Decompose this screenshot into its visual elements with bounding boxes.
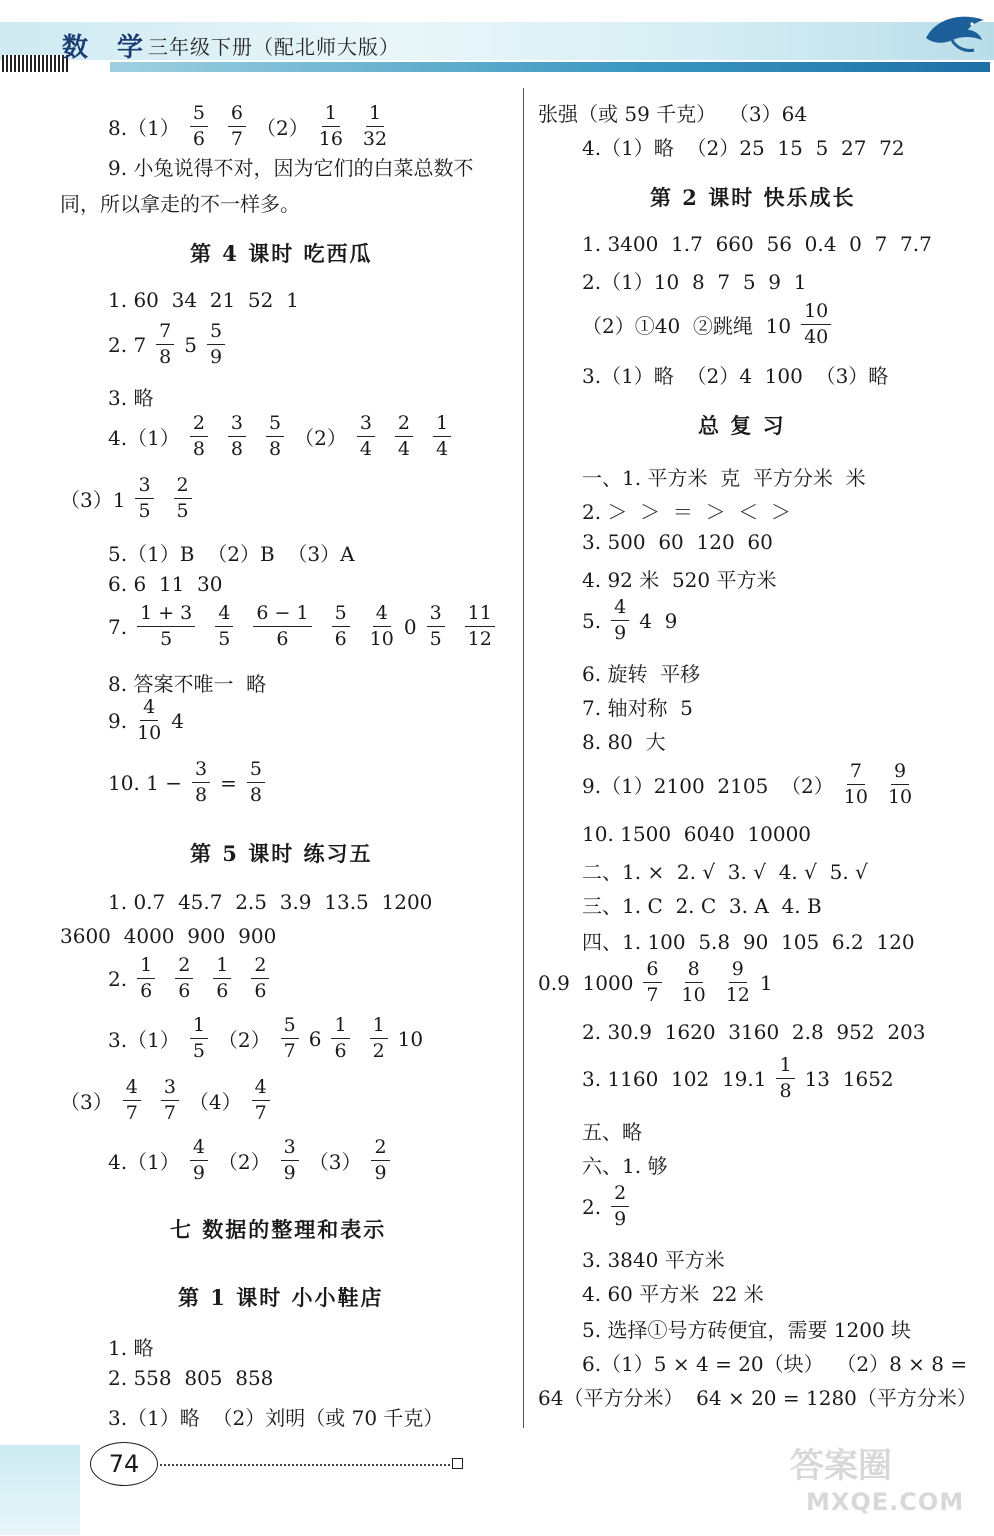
answer-text: （2）①40 ②跳绳 10 <box>582 314 792 338</box>
fraction <box>281 1138 299 1183</box>
page-header <box>0 0 994 75</box>
answer-text: 三、1. C 2. C 3. A 4. B <box>582 894 822 918</box>
answer-text: 10. 1500 6040 10000 <box>582 822 812 846</box>
answer-text: 同，所以拿走的不一样多。 <box>60 192 300 216</box>
section-heading: 第 2 课时 快乐成长 <box>650 185 856 210</box>
fraction-denominator: 6 <box>254 980 267 1002</box>
answer-text: 4.（1） <box>108 1150 180 1174</box>
fraction <box>253 604 311 649</box>
answer-line <box>60 1078 280 1123</box>
fraction <box>331 1016 349 1061</box>
fraction-denominator: 16 <box>318 128 343 150</box>
dolphin-icon <box>922 8 992 56</box>
answer-text: 2.（1）10 8 7 5 9 1 <box>582 270 807 294</box>
fraction-denominator: 9 <box>374 1162 387 1184</box>
fraction <box>175 956 193 1001</box>
answer-text: （3）1 <box>60 488 126 512</box>
fraction-numerator: 8 <box>685 960 703 983</box>
fraction <box>137 604 195 649</box>
answer-text: 2. 30.9 1620 3160 2.8 952 203 <box>582 1020 926 1044</box>
fraction-denominator: 6 <box>178 980 191 1002</box>
fraction-numerator: 4 <box>140 698 158 721</box>
answer-text: 13 1652 <box>804 1066 894 1091</box>
answer-line <box>108 890 432 914</box>
fraction-denominator: 32 <box>362 128 388 150</box>
answer-text: 9.（1）2100 2105 （2） <box>582 774 834 798</box>
fraction-denominator: 6 <box>216 980 229 1002</box>
answer-text: 1. 3400 1.7 660 56 0.4 0 7 7.7 <box>582 232 932 256</box>
answer-text: 3. 500 60 120 60 <box>582 530 773 554</box>
answer-line <box>538 98 807 127</box>
fraction-denominator: 4 <box>359 438 372 460</box>
answer-line <box>582 530 773 554</box>
fraction <box>427 604 445 649</box>
fraction-denominator: 12 <box>467 628 492 650</box>
fraction <box>281 1016 299 1061</box>
fraction-denominator: 10 <box>843 786 868 808</box>
fraction-numerator: 3 <box>427 604 445 627</box>
fraction <box>357 414 375 459</box>
answer-text: 1 <box>759 970 773 995</box>
answer-line <box>108 538 355 567</box>
answer-text: 4. 92 米 520 平方米 <box>582 568 777 592</box>
answer-text: （2） <box>294 426 347 450</box>
fraction <box>252 1078 270 1123</box>
answer-text: 7. <box>108 614 128 639</box>
fraction-denominator: 4 <box>436 438 449 460</box>
answer-text: 5. <box>582 608 602 633</box>
footer-square-icon <box>452 1458 463 1469</box>
answer-line <box>108 288 299 312</box>
fraction-numerator: 5 <box>266 414 284 437</box>
answer-text: 3.（1）略 （2）4 100 （3）略 <box>582 364 889 388</box>
answer-text: 四、1. 100 5.8 90 105 6.2 120 <box>582 930 915 954</box>
subject-title: 数 学 <box>62 33 154 63</box>
answer-line <box>60 476 202 521</box>
answer-text: 8. 答案不唯一 略 <box>108 672 267 696</box>
fraction-numerator: 5 <box>332 604 350 627</box>
answer-text: 4 <box>171 708 185 733</box>
answer-text: 4. 60 平方米 22 米 <box>582 1282 764 1306</box>
fraction <box>319 104 343 149</box>
fraction-numerator: 5 <box>247 760 265 783</box>
answer-line <box>582 496 791 525</box>
fraction-denominator: 6 <box>334 628 347 650</box>
fraction-numerator: 2 <box>190 414 208 437</box>
fraction <box>726 960 750 1005</box>
answer-line <box>582 1184 639 1229</box>
answer-line <box>108 698 184 743</box>
fraction <box>776 1056 794 1101</box>
fraction <box>137 956 155 1001</box>
fraction-denominator: 8 <box>249 784 262 806</box>
fraction <box>643 960 661 1005</box>
fraction-numerator: 1 <box>190 1016 208 1039</box>
fraction-numerator: 5 <box>190 104 208 127</box>
fraction-denominator: 7 <box>125 1102 138 1124</box>
answer-text: 3600 4000 900 900 <box>60 924 277 948</box>
fraction-denominator: 5 <box>176 500 189 522</box>
fraction-denominator: 10 <box>137 722 162 744</box>
answer-text: 六、1. 够 <box>582 1154 668 1178</box>
answer-line <box>582 890 822 919</box>
fraction-numerator: 4 <box>373 604 391 627</box>
answer-line <box>582 1314 911 1343</box>
fraction-denominator: 2 <box>372 1040 385 1062</box>
answer-line <box>538 1382 977 1411</box>
answer-line <box>582 1116 642 1145</box>
answer-text: 6. 旋转 平移 <box>582 662 701 686</box>
answer-line <box>108 760 275 805</box>
fraction-numerator: 4 <box>252 1078 270 1101</box>
answer-text: 1. 0.7 45.7 2.5 3.9 13.5 1200 <box>108 890 433 914</box>
barcode-decoration <box>2 55 68 72</box>
fraction <box>370 1016 388 1061</box>
fraction-denominator: 8 <box>192 438 205 460</box>
fraction-denominator: 12 <box>725 984 750 1006</box>
answer-text: 3. 1160 102 19.1 <box>582 1066 767 1091</box>
fraction-numerator: 1 <box>366 104 384 127</box>
fraction-denominator: 7 <box>163 1102 176 1124</box>
grade-title: 三年级下册（配北师大版） <box>148 35 400 59</box>
fraction-numerator: 2 <box>371 1138 389 1161</box>
fraction <box>190 1138 208 1183</box>
fraction <box>192 760 210 805</box>
answer-line <box>108 1016 423 1061</box>
answer-line <box>108 1402 443 1431</box>
fraction-numerator: 2 <box>175 956 193 979</box>
section-heading: 七 数据的整理和表示 <box>170 1217 387 1242</box>
fraction-denominator: 9 <box>614 622 627 644</box>
fraction-denominator: 10 <box>887 786 913 808</box>
fraction <box>332 604 350 649</box>
answer-line <box>108 668 266 697</box>
answer-text: （3） <box>308 1150 362 1174</box>
answer-text: （2） <box>217 1028 271 1052</box>
answer-line <box>108 1138 400 1183</box>
fraction <box>174 476 192 521</box>
fraction-denominator: 8 <box>195 784 208 806</box>
fraction-numerator: 2 <box>611 1184 629 1207</box>
answer-line <box>582 692 693 721</box>
fraction-numerator: 9 <box>891 762 909 785</box>
fraction-numerator: 4 <box>123 1078 141 1101</box>
fraction <box>213 956 231 1001</box>
answer-line <box>582 564 777 593</box>
answer-line <box>582 598 677 643</box>
footer-band <box>0 1445 80 1535</box>
answer-text: （2） <box>256 116 309 140</box>
answer-text: （3） <box>60 1090 113 1114</box>
fraction-denominator: 9 <box>283 1162 296 1184</box>
section-heading: 第 1 课时 小小鞋店 <box>178 1285 384 1310</box>
fraction-denominator: 9 <box>210 346 223 368</box>
watermark-url: MXQE.COM <box>806 1488 965 1516</box>
answer-line <box>582 1244 725 1273</box>
answer-text: 64（平方分米） 64 × 20 = 1280（平方分米） <box>538 1386 977 1410</box>
answer-line <box>582 1056 894 1101</box>
fraction-denominator: 5 <box>192 1040 205 1062</box>
answer-line <box>108 104 397 149</box>
fraction-denominator: 6 <box>276 628 289 650</box>
answer-text: 0.9 1000 <box>538 970 634 995</box>
answer-line <box>538 960 773 1005</box>
fraction-denominator: 5 <box>429 628 442 650</box>
fraction <box>190 104 208 149</box>
section-heading: 总 复 习 <box>698 413 786 438</box>
fraction-numerator: 4 <box>215 604 233 627</box>
fraction-numerator: 3 <box>281 1138 299 1161</box>
fraction <box>888 762 912 807</box>
fraction-numerator: 4 <box>190 1138 208 1161</box>
fraction <box>228 104 246 149</box>
answer-line <box>108 414 461 459</box>
answer-line <box>582 762 922 807</box>
fraction-numerator: 2 <box>251 956 269 979</box>
footer-dotted-line <box>160 1464 450 1466</box>
fraction-numerator: 11 <box>465 604 495 627</box>
fraction <box>251 956 269 1001</box>
answer-text: 4.（1） <box>108 426 180 450</box>
fraction-denominator: 5 <box>160 628 173 650</box>
fraction <box>207 322 225 367</box>
fraction-numerator: 3 <box>357 414 375 437</box>
fraction <box>371 1138 389 1183</box>
fraction <box>135 476 153 521</box>
fraction-numerator: 6 <box>228 104 246 127</box>
fraction-numerator: 1 <box>776 1056 794 1079</box>
fraction-denominator: 40 <box>804 326 829 348</box>
fraction-denominator: 10 <box>369 628 394 650</box>
answer-line <box>582 822 811 846</box>
answer-text: 6 <box>308 1026 322 1051</box>
answer-text: 3.（1）略 （2）刘明（或 70 千克） <box>108 1406 444 1430</box>
fraction-denominator: 8 <box>269 438 282 460</box>
answer-line <box>108 604 505 649</box>
fraction-numerator: 10 <box>801 302 831 325</box>
fraction-denominator: 9 <box>614 1208 627 1230</box>
fraction-denominator: 7 <box>230 128 243 150</box>
answer-line <box>582 132 905 161</box>
page-number: 74 <box>90 1442 158 1486</box>
answer-text: 10. 1 − <box>108 770 183 795</box>
answer-line <box>582 1278 764 1307</box>
fraction-numerator: 2 <box>174 476 192 499</box>
answer-line <box>582 232 932 256</box>
answer-text: 1. 略 <box>108 1336 154 1360</box>
section-heading: 第 5 课时 练习五 <box>190 841 373 866</box>
fraction <box>266 414 284 459</box>
fraction <box>156 322 174 367</box>
fraction <box>161 1078 179 1123</box>
fraction <box>611 1184 629 1229</box>
fraction <box>123 1078 141 1123</box>
answer-line <box>582 302 841 347</box>
section-heading: 第 4 课时 吃西瓜 <box>190 241 373 266</box>
fraction-numerator: 3 <box>192 760 210 783</box>
answer-line <box>108 322 235 367</box>
fraction <box>395 414 413 459</box>
fraction <box>844 762 868 807</box>
fraction-numerator: 7 <box>847 762 865 785</box>
answer-text: 0 <box>403 614 417 639</box>
fraction <box>682 960 706 1005</box>
fraction-numerator: 9 <box>729 960 747 983</box>
answer-text: （2） <box>217 1150 271 1174</box>
answer-line <box>582 926 915 955</box>
fraction-denominator: 7 <box>283 1040 296 1062</box>
answer-text: 6. 6 11 30 <box>108 572 223 596</box>
answer-text: 一、1. 平方米 克 平方分米 米 <box>582 466 866 490</box>
fraction <box>433 414 451 459</box>
answer-line <box>108 956 279 1001</box>
fraction-numerator: 3 <box>161 1078 179 1101</box>
column-divider <box>523 88 524 1428</box>
fraction-denominator: 8 <box>159 346 172 368</box>
answer-text: 9. 小兔说得不对，因为它们的白菜总数不 <box>108 156 474 180</box>
fraction <box>465 604 495 649</box>
watermark-logo: 答案圈 <box>790 1446 892 1486</box>
answer-text: 2. 7 <box>108 332 147 357</box>
fraction-numerator: 1 <box>137 956 155 979</box>
fraction-numerator: 1 <box>331 1016 349 1039</box>
answer-line <box>582 1150 667 1179</box>
answer-line <box>60 924 276 948</box>
fraction-denominator: 6 <box>334 1040 347 1062</box>
fraction-numerator: 1 <box>322 104 340 127</box>
answer-text: （4） <box>188 1090 242 1114</box>
answer-text: 2. <box>582 1194 602 1219</box>
answer-line <box>582 856 868 885</box>
answer-text: 二、1. × 2. √ 3. √ 4. √ 5. √ <box>582 860 868 884</box>
answer-text: 3. 略 <box>108 386 154 410</box>
fraction-denominator: 5 <box>138 500 151 522</box>
fraction <box>801 302 831 347</box>
answer-text: 4.（1）略 （2）25 15 5 27 72 <box>582 136 905 160</box>
fraction <box>370 604 394 649</box>
answer-text: 2. 558 805 858 <box>108 1366 274 1390</box>
page-footer <box>0 1430 994 1536</box>
fraction-numerator: 5 <box>207 322 225 345</box>
answer-line <box>582 1348 967 1377</box>
answer-line <box>582 1020 926 1044</box>
answer-text: 10 <box>397 1026 424 1051</box>
answer-line <box>582 658 700 687</box>
answer-text: 3. 3840 平方米 <box>582 1248 725 1272</box>
answer-line <box>60 188 300 217</box>
answer-text: 1. 60 34 21 52 1 <box>108 288 299 312</box>
fraction <box>137 698 161 743</box>
fraction-numerator: 7 <box>156 322 174 345</box>
header-rule <box>110 62 990 72</box>
fraction-numerator: 1 + 3 <box>137 604 195 627</box>
answer-text: 五、略 <box>582 1120 642 1144</box>
fraction-denominator: 7 <box>646 984 659 1006</box>
fraction-numerator: 3 <box>228 414 246 437</box>
answer-line <box>108 382 153 411</box>
answer-text: 7. 轴对称 5 <box>582 696 693 720</box>
answer-text: 9. <box>108 708 128 733</box>
fraction-numerator: 1 <box>433 414 451 437</box>
fraction-denominator: 10 <box>681 984 706 1006</box>
fraction-denominator: 9 <box>192 1162 205 1184</box>
answer-text: 2. <box>108 966 128 991</box>
fraction <box>215 604 233 649</box>
answer-text: 5 <box>184 332 197 357</box>
fraction <box>190 414 208 459</box>
fraction-numerator: 6 − 1 <box>253 604 311 627</box>
fraction <box>363 104 387 149</box>
answer-line <box>582 462 866 491</box>
answer-line <box>108 572 223 596</box>
fraction <box>190 1016 208 1061</box>
fraction-numerator: 5 <box>281 1016 299 1039</box>
answer-line <box>108 1332 153 1361</box>
answer-text: 4 9 <box>639 608 678 633</box>
fraction-numerator: 1 <box>370 1016 388 1039</box>
fraction-numerator: 3 <box>135 476 153 499</box>
answer-line <box>108 152 473 181</box>
fraction-denominator: 7 <box>254 1102 267 1124</box>
fraction <box>228 414 246 459</box>
fraction-numerator: 4 <box>611 598 629 621</box>
answer-line <box>108 1366 273 1390</box>
fraction-numerator: 2 <box>395 414 413 437</box>
fraction-denominator: 8 <box>779 1080 792 1102</box>
fraction <box>611 598 629 643</box>
answer-text: 张强（或 59 千克） （3）64 <box>538 102 808 126</box>
fraction-denominator: 4 <box>397 438 411 460</box>
fraction-numerator: 1 <box>213 956 231 979</box>
fraction-numerator: 6 <box>643 960 661 983</box>
answer-text: 8. 80 大 <box>582 730 666 754</box>
answer-line <box>582 726 666 755</box>
answer-text: 8.（1） <box>108 116 180 140</box>
fraction-denominator: 8 <box>230 438 243 460</box>
answer-text: 3.（1） <box>108 1028 180 1052</box>
fraction-denominator: 5 <box>218 628 231 650</box>
answer-text: 2. ＞ ＞ ＝ ＞ ＜ ＞ <box>582 500 792 524</box>
answer-line <box>582 360 888 389</box>
answer-text: = <box>220 770 237 795</box>
answer-text: 5. 选择①号方砖便宜，需要 1200 块 <box>582 1318 912 1342</box>
answer-text: 5.（1）B （2）B （3）A <box>108 542 355 566</box>
fraction <box>247 760 265 805</box>
answer-line <box>582 266 806 295</box>
answer-text: 6.（1）5 × 4 = 20（块） （2）8 × 8 = <box>582 1352 968 1376</box>
fraction-denominator: 6 <box>192 128 205 150</box>
fraction-denominator: 6 <box>140 980 153 1002</box>
